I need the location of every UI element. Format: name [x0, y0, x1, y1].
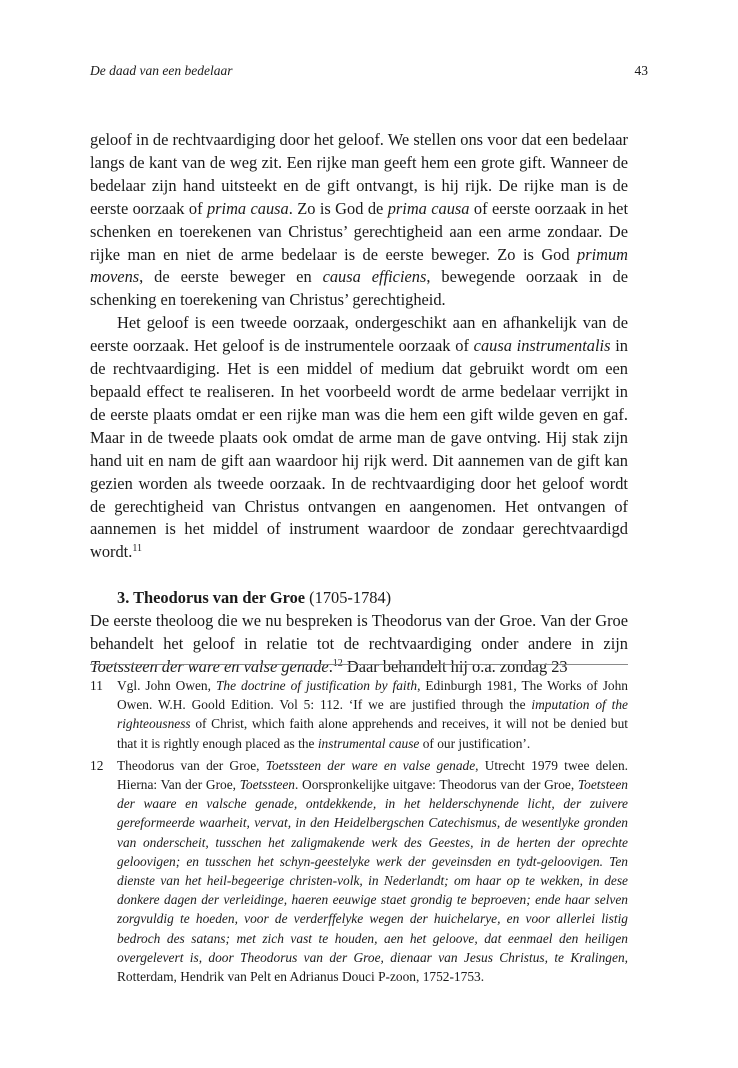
footnote-divider: [90, 664, 628, 665]
text-run: , Utrecht 1979 twee delen. Hierna: Van der Groe,: [117, 757, 629, 793]
footnotes: [90, 676, 628, 989]
text-run: of Christ, which faith alone apprehends and receives, it will not be denied but that it is rightly enough placed as the: [117, 716, 628, 751]
text-run: , Edinburgh 1981, The Works of John Owen. W.H. Goold Edition. Vol 5: 112. ‘If we are justified through the: [117, 678, 629, 713]
italic-term: prima causa: [206, 198, 289, 218]
text-run: Daar behandelt hij o.a. zondag 23: [342, 656, 568, 676]
text-run: Vgl. John Owen,: [117, 678, 216, 693]
italic-term: causa instrumentalis: [473, 336, 611, 356]
footnote-text: [117, 756, 628, 986]
footnote-text: [117, 676, 628, 753]
italic-term: Toetsteen der waare en valsche genade, ontdekkende, in het helderschynende licht, der zuivere gereformeerde waarheit, vervat, in den Heidelbergschen Catechismus, de wesentlyke gronden van onderscheit, tusschen het zaligmakende werk des Geestes, in de herten der oprechte geloovigen; en tusschen het schyn-geestelyke werk der geveinsden en tydt-geloovigen. Ten dienste van het heil-begeerige christen-volk, in Nederlandt; om haar op te wekken, in dese donkere dagen der verleidinge, haeren eeuwige staet grondig te beproeven; ende haar selven zorgvuldig te hoeden, voor de verderffelyke wegen der huichelarye, en voor allerlei listig bedroch des satans; met zich vast te houden, aen het geloove, dat eenmael den heiligen overgelevert is, door Theodorus van der Groe, dienaar van Jesus Christus, te Kralingen,: [117, 777, 628, 965]
main-text: [90, 129, 628, 679]
text-run: . Oorspronkelijke uitgave: Theodorus van der Groe,: [295, 777, 578, 793]
page-number: 43: [634, 63, 648, 78]
italic-term: prima causa: [387, 198, 470, 218]
footnote-ref-12[interactable]: 12: [332, 657, 343, 669]
text-run: , bewegende oorzaak in de schenking en toerekening van Christus’ gerechtigheid.: [90, 267, 629, 310]
italic-term: instrumental cause: [317, 735, 420, 751]
text-run: Het geloof is een tweede oorzaak, ondergeschikt aan en afhankelijk van de eerste oorzaak. Het geloof is de instrumentele oorzaak of: [90, 313, 628, 356]
text-run: .: [328, 656, 333, 676]
section-title: 3. Theodorus van der Groe: [117, 588, 306, 608]
footnote-11: [90, 676, 628, 753]
footnote-12: [90, 756, 628, 986]
paragraph-3: [90, 610, 628, 679]
footnote-number: 12: [90, 757, 104, 773]
text-run: geloof in de rechtvaardiging door het geloof. We stellen ons voor dat een bedelaar langs de kant van de weg zit. Een rijke man geeft hem een grote gift. Wanneer de bedelaar zijn hand uitsteekt en de gift ontvangt, is hij rijk. De rijke man is de eerste oorzaak of: [90, 130, 628, 218]
running-head: [90, 63, 648, 79]
footnote-ref-11[interactable]: 11: [132, 543, 142, 555]
text-run: Rotterdam, Hendrik van Pelt en Adrianus Douci P-zoon, 1752-1753.: [117, 969, 485, 985]
italic-term: primum movens: [90, 244, 628, 287]
text-run: . Zo is God de: [288, 198, 388, 218]
text-run: in de rechtvaardiging. Het is een middel of medium dat gebruikt wordt om een bepaald effect te realiseren. In het voorbeeld wordt de arme bedelaar verrijkt in de eerste plaats omdat er een rijke man was die hem een gift wilde geven en gaf. Maar in de tweede plaats ook omdat de arme man de gave ontving. Hij stak zijn hand uit en nam de gift aan waardoor hij rijk werd. Dit aannemen van de gift kan gezien worden als tweede oorzaak. In de rechtvaardiging door het geloof wordt de gerechtigheid van Christus ontvangen en aangenomen. Het ontvangen of aannemen is het middel of instrument waardoor de zondaar gerechtvaardigd wordt.: [90, 336, 628, 562]
text-run: of eerste oorzaak in het schenken en toerekenen van Christus’ gerechtigheid aan een arme zondaar. De rijke man en niet de arme bedelaar is de eerste beweger. Zo is God: [90, 198, 629, 264]
section-heading: [90, 587, 628, 610]
text-run: of our justification’.: [419, 735, 531, 751]
italic-term: causa efficiens: [322, 267, 427, 287]
italic-term: The doctrine of justification by faith: [215, 678, 418, 693]
footnote-number: 11: [90, 678, 103, 693]
section-years: (1705-1784): [309, 588, 392, 608]
text-run: De eerste theoloog die we nu bespreken is Theodorus van der Groe. Van der Groe behandelt het geloof in relatie tot de rechtvaardiging onder andere in zijn: [90, 611, 628, 654]
italic-term: Toetssteen der ware en valse genade: [90, 656, 329, 676]
text-run: , de eerste beweger en: [139, 267, 323, 287]
paragraph-2: [90, 312, 628, 564]
paragraph-1: [90, 129, 628, 312]
running-title: De daad van een bedelaar: [90, 63, 233, 78]
text-run: Theodorus van der Groe,: [117, 757, 266, 773]
italic-term: Toetssteen der ware en valse genade: [265, 757, 476, 773]
italic-term: imputation of the righteousness: [117, 697, 628, 732]
italic-term: Toetssteen: [239, 777, 296, 793]
